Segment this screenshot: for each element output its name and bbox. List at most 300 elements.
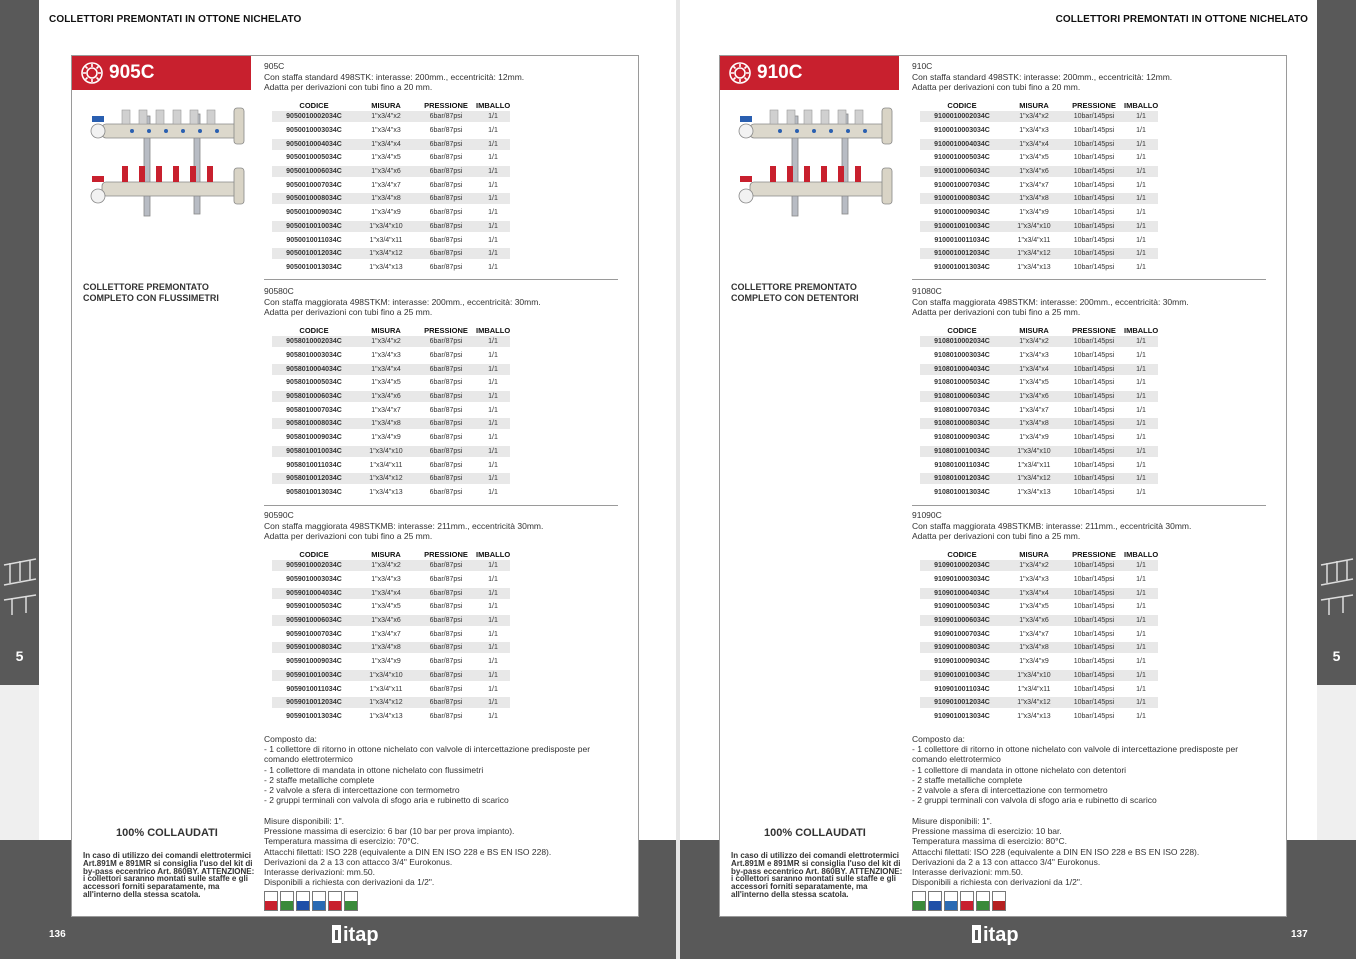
cell-imballo: 1/1 [1136, 461, 1146, 469]
cell-pressione: 6bar/87psi [429, 127, 463, 135]
cell-pressione: 10bar/145psi [1073, 434, 1115, 442]
variant-code: 90590C [264, 510, 294, 520]
cell-misura: 1"x3/4"x6 [1004, 166, 1064, 177]
cell-codice: 9100010009034C [934, 209, 990, 217]
cell-codice: 9100010006034C [920, 166, 1004, 177]
chapter-number-right: 5 [1332, 648, 1341, 664]
cell-imballo: 1/1 [476, 248, 510, 259]
table-row [264, 586, 624, 600]
composition-line: - 1 collettore di ritorno in ottone nichelato con valvole di intercettazione predisposte per comando elettrotermico [264, 744, 591, 765]
cell-codice: 9050010006034C [272, 166, 356, 177]
header-imballo: IMBALLO [476, 101, 511, 110]
cell-pressione: 6bar/87psi [429, 181, 463, 189]
table-row [912, 124, 1272, 138]
table-row [912, 376, 1272, 390]
table-row [912, 586, 1272, 600]
cell-imballo: 1/1 [1136, 181, 1146, 189]
cell-pressione: 10bar/145psi [1064, 248, 1124, 259]
composition-line: - 2 staffe metalliche complete [912, 774, 1023, 785]
section-divider [912, 505, 1266, 506]
cell-codice: 9059010009034C [286, 658, 342, 666]
cell-codice: 9058010009034C [286, 434, 342, 442]
table-row [264, 362, 624, 376]
table-row [912, 165, 1272, 179]
cell-imballo: 1/1 [488, 236, 498, 244]
cell-imballo: 1/1 [488, 658, 498, 666]
cell-imballo: 1/1 [476, 670, 510, 681]
cell-codice: 9100010010034C [920, 221, 1004, 232]
cell-codice: 9050010005034C [286, 154, 342, 162]
cell-misura: 1"x3/4"x9 [371, 658, 401, 666]
cell-misura: 1"x3/4"x5 [1019, 379, 1049, 387]
cell-imballo: 1/1 [1136, 434, 1146, 442]
cell-codice: 9050010010034C [272, 221, 356, 232]
cell-codice: 9050010012034C [272, 248, 356, 259]
cell-codice: 9108010011034C [934, 461, 990, 469]
cell-misura: 1"x3/4"x2 [356, 560, 416, 571]
cell-imballo: 1/1 [1136, 263, 1146, 271]
variant-code: 905C [264, 61, 285, 71]
table-row [912, 445, 1272, 459]
cell-pressione: 6bar/87psi [429, 352, 463, 360]
cell-misura: 1"x3/4"x13 [1017, 712, 1051, 720]
cell-codice: 9100010007034C [934, 181, 990, 189]
cell-codice: 9108010005034C [934, 379, 990, 387]
cell-imballo: 1/1 [1124, 588, 1158, 599]
cell-pressione: 10bar/145psi [1073, 461, 1115, 469]
cell-imballo: 1/1 [476, 391, 510, 402]
cell-imballo: 1/1 [488, 712, 498, 720]
cell-codice: 9108010004034C [920, 364, 1004, 375]
cell-imballo: 1/1 [1124, 221, 1158, 232]
cell-imballo: 1/1 [488, 379, 498, 387]
cell-codice: 9109010006034C [920, 615, 1004, 626]
composition-line: Composto da: [264, 734, 317, 744]
variant-description: Con staffa maggiorata 498STKM: interasse: 200mm., eccentricità: 30mm. [912, 297, 1189, 307]
cell-pressione: 6bar/87psi [429, 685, 463, 693]
cell-misura: 1"x3/4"x12 [1004, 248, 1064, 259]
table-row [912, 220, 1272, 234]
product-code-title: 910C [757, 62, 803, 83]
cell-imballo: 1/1 [488, 263, 498, 271]
cell-misura: 1"x3/4"x3 [1019, 352, 1049, 360]
cell-pressione: 6bar/87psi [416, 364, 476, 375]
gear-icon [728, 61, 752, 85]
product-panel [719, 55, 1287, 917]
cell-codice: 9100010012034C [920, 248, 1004, 259]
cell-pressione: 10bar/145psi [1073, 685, 1115, 693]
cell-misura: 1"x3/4"x2 [356, 336, 416, 347]
chapter-number-left: 5 [15, 648, 24, 664]
certification-flag-icon [344, 891, 358, 911]
cell-misura: 1"x3/4"x8 [1004, 418, 1064, 429]
header-imballo: IMBALLO [1124, 101, 1159, 110]
variant-section [264, 61, 624, 274]
cell-misura: 1"x3/4"x11 [1017, 461, 1051, 469]
table-row [264, 233, 624, 247]
table-row [912, 600, 1272, 614]
cell-misura: 1"x3/4"x3 [371, 127, 401, 135]
table-row [264, 335, 624, 349]
cell-pressione: 6bar/87psi [416, 642, 476, 653]
page-number-right: 137 [1291, 929, 1308, 940]
table-row [264, 696, 624, 710]
cell-pressione: 6bar/87psi [429, 379, 463, 387]
header-imballo: IMBALLO [1124, 326, 1159, 335]
cell-imballo: 1/1 [488, 434, 498, 442]
cell-pressione: 10bar/145psi [1073, 712, 1115, 720]
cell-pressione: 6bar/87psi [416, 588, 476, 599]
cell-codice: 9108010013034C [934, 488, 990, 496]
cell-imballo: 1/1 [476, 336, 510, 347]
cell-codice: 9108010003034C [934, 352, 990, 360]
cell-pressione: 10bar/145psi [1073, 352, 1115, 360]
cell-misura: 1"x3/4"x2 [1004, 111, 1064, 122]
table-row [912, 390, 1272, 404]
table-row [912, 349, 1272, 363]
cell-imballo: 1/1 [476, 642, 510, 653]
product-name: COLLETTORE PREMONTATO COMPLETO CON FLUSSIMETRI [83, 282, 219, 303]
page-number-left: 136 [49, 929, 66, 940]
cell-misura: 1"x3/4"x9 [1019, 434, 1049, 442]
certification-flags [264, 891, 358, 911]
table-row [912, 178, 1272, 192]
table-body [912, 335, 1272, 499]
cell-pressione: 10bar/145psi [1064, 642, 1124, 653]
cell-imballo: 1/1 [1136, 127, 1146, 135]
composition-line: - 2 staffe metalliche complete [264, 774, 375, 785]
cell-pressione: 6bar/87psi [416, 139, 476, 150]
header-imballo: IMBALLO [476, 326, 511, 335]
cell-codice: 9059010006034C [272, 615, 356, 626]
cell-misura: 1"x3/4"x5 [1019, 154, 1049, 162]
variant-description: Adatta per derivazioni con tubi fino a 25 mm. [912, 307, 1081, 317]
table-row [264, 655, 624, 669]
variant-code: 91080C [912, 286, 942, 296]
cell-imballo: 1/1 [1124, 364, 1158, 375]
product-badge [72, 56, 251, 90]
cell-pressione: 6bar/87psi [429, 658, 463, 666]
cell-misura: 1"x3/4"x7 [371, 406, 401, 414]
variant-description: Con staffa standard 498STK: interasse: 200mm., eccentricità: 12mm. [912, 72, 1173, 82]
table-row [264, 431, 624, 445]
cell-misura: 1"x3/4"x6 [1004, 615, 1064, 626]
certification-flag-icon [928, 891, 942, 911]
spec-line: Derivazioni da 2 a 13 con attacco 3/4" Eurokonus. [912, 856, 1101, 867]
table-row [264, 641, 624, 655]
cell-misura: 1"x3/4"x5 [371, 603, 401, 611]
cell-misura: 1"x3/4"x8 [356, 418, 416, 429]
cell-pressione: 10bar/145psi [1064, 670, 1124, 681]
variant-section [912, 286, 1272, 499]
table-row [264, 445, 624, 459]
cell-imballo: 1/1 [1124, 336, 1158, 347]
cell-misura: 1"x3/4"x13 [1017, 263, 1051, 271]
cell-misura: 1"x3/4"x4 [356, 139, 416, 150]
table-row [264, 472, 624, 486]
cell-codice: 9059010011034C [286, 685, 342, 693]
cell-imballo: 1/1 [488, 406, 498, 414]
cell-misura: 1"x3/4"x7 [371, 181, 401, 189]
cell-misura: 1"x3/4"x12 [356, 248, 416, 259]
cell-codice: 9109010012034C [920, 697, 1004, 708]
table-row [912, 486, 1272, 500]
cell-pressione: 6bar/87psi [416, 418, 476, 429]
table-body [264, 559, 624, 723]
cell-imballo: 1/1 [476, 615, 510, 626]
cell-pressione: 6bar/87psi [416, 473, 476, 484]
cell-imballo: 1/1 [1124, 248, 1158, 259]
table-row [264, 710, 624, 724]
cell-misura: 1"x3/4"x11 [1017, 685, 1051, 693]
cell-misura: 1"x3/4"x7 [1019, 630, 1049, 638]
product-panel [71, 55, 639, 917]
certification-flag-icon [264, 891, 278, 911]
composition-list [912, 734, 1257, 805]
table-row [912, 261, 1272, 275]
cell-misura: 1"x3/4"x4 [356, 364, 416, 375]
gear-icon [80, 61, 104, 85]
cell-imballo: 1/1 [1136, 576, 1146, 584]
cell-misura: 1"x3/4"x12 [356, 697, 416, 708]
cell-misura: 1"x3/4"x8 [1004, 642, 1064, 653]
header-misura: MISURA [1019, 101, 1049, 110]
variant-description: Adatta per derivazioni con tubi fino a 20 mm. [264, 82, 433, 92]
table-row [912, 110, 1272, 124]
spec-line: Temperatura massima di esercizio: 80°C. [912, 836, 1068, 847]
cell-misura: 1"x3/4"x3 [371, 352, 401, 360]
cell-pressione: 6bar/87psi [416, 248, 476, 259]
cell-pressione: 10bar/145psi [1073, 488, 1115, 496]
composition-line: - 2 gruppi terminali con valvola di sfogo aria e rubinetto di scarico [264, 795, 509, 806]
cell-misura: 1"x3/4"x10 [356, 670, 416, 681]
cell-codice: 9100010003034C [934, 127, 990, 135]
table-row [264, 165, 624, 179]
cell-misura: 1"x3/4"x7 [371, 630, 401, 638]
table-row [912, 710, 1272, 724]
header-misura: MISURA [371, 101, 401, 110]
cell-misura: 1"x3/4"x8 [1004, 193, 1064, 204]
table-row [264, 178, 624, 192]
cell-misura: 1"x3/4"x10 [356, 221, 416, 232]
cell-misura: 1"x3/4"x8 [356, 193, 416, 204]
cell-imballo: 1/1 [1124, 193, 1158, 204]
cell-codice: 9109010010034C [920, 670, 1004, 681]
variant-code: 91090C [912, 510, 942, 520]
cell-misura: 1"x3/4"x6 [356, 615, 416, 626]
cell-codice: 9058010002034C [272, 336, 356, 347]
cell-imballo: 1/1 [1136, 488, 1146, 496]
section-divider [264, 279, 618, 280]
cell-misura: 1"x3/4"x4 [356, 588, 416, 599]
composition-line: - 2 valvole a sfera di intercettazione con termometro [264, 785, 460, 796]
spec-line: Misure disponibili: 1". [912, 816, 993, 826]
cell-pressione: 6bar/87psi [416, 615, 476, 626]
cell-codice: 9100010005034C [934, 154, 990, 162]
cell-imballo: 1/1 [488, 352, 498, 360]
table-body [264, 110, 624, 274]
cell-imballo: 1/1 [476, 588, 510, 599]
cell-pressione: 10bar/145psi [1064, 615, 1124, 626]
cell-misura: 1"x3/4"x4 [1004, 588, 1064, 599]
cell-imballo: 1/1 [476, 697, 510, 708]
header-misura: MISURA [1019, 550, 1049, 559]
table-row [264, 403, 624, 417]
table-row [912, 669, 1272, 683]
certification-flag-icon [280, 891, 294, 911]
cell-imballo: 1/1 [1136, 603, 1146, 611]
spec-line: Pressione massima di esercizio: 10 bar. [912, 826, 1062, 837]
table-row [912, 206, 1272, 220]
table-row [912, 641, 1272, 655]
installation-note: In caso di utilizzo dei comandi elettrotermici Art.891M e 891MR si consiglia l'uso del kit di by-pass eccentrico Art. 860BY. ATTENZIONE: i collettori saranno montati sulle staffe e gli accessori forniti separatamente, ma all'interno della stessa scatola. [731, 851, 903, 899]
header-codice: CODICE [947, 326, 977, 335]
header-misura: MISURA [371, 550, 401, 559]
cell-pressione: 6bar/87psi [416, 336, 476, 347]
table-row [264, 376, 624, 390]
cell-misura: 1"x3/4"x10 [1004, 446, 1064, 457]
variant-description: Adatta per derivazioni con tubi fino a 20 mm. [912, 82, 1081, 92]
header-codice: CODICE [299, 326, 329, 335]
cell-codice: 9109010008034C [920, 642, 1004, 653]
certification-flag-icon [328, 891, 342, 911]
cell-imballo: 1/1 [1136, 712, 1146, 720]
table-row [912, 472, 1272, 486]
specs-list [912, 816, 1257, 887]
table-row [264, 247, 624, 261]
cell-pressione: 10bar/145psi [1064, 193, 1124, 204]
cell-codice: 9058010004034C [272, 364, 356, 375]
cell-codice: 9109010009034C [934, 658, 990, 666]
cell-pressione: 10bar/145psi [1073, 576, 1115, 584]
variant-section [264, 286, 624, 499]
header-pressione: PRESSIONE [1072, 326, 1116, 335]
cell-imballo: 1/1 [1136, 209, 1146, 217]
cell-misura: 1"x3/4"x2 [1004, 560, 1064, 571]
cell-codice: 9059010008034C [272, 642, 356, 653]
table-row [264, 261, 624, 275]
cell-pressione: 10bar/145psi [1073, 603, 1115, 611]
cell-imballo: 1/1 [488, 181, 498, 189]
cell-misura: 1"x3/4"x9 [371, 434, 401, 442]
cell-pressione: 6bar/87psi [416, 111, 476, 122]
composition-line: - 2 valvole a sfera di intercettazione con termometro [912, 785, 1108, 796]
table-body [264, 335, 624, 499]
table-row [264, 110, 624, 124]
section-divider [264, 505, 618, 506]
cell-misura: 1"x3/4"x13 [1017, 488, 1051, 496]
cell-codice: 9059010010034C [272, 670, 356, 681]
cell-codice: 9100010011034C [934, 236, 990, 244]
header-pressione: PRESSIONE [424, 101, 468, 110]
header-misura: MISURA [371, 326, 401, 335]
cell-pressione: 10bar/145psi [1073, 630, 1115, 638]
table-row [264, 600, 624, 614]
spec-line: Interasse derivazioni: mm.50. [912, 867, 1024, 878]
cell-codice: 9058010013034C [286, 488, 342, 496]
variant-description: Con staffa maggiorata 498STKMB: interasse: 211mm., eccentricità 30mm. [264, 521, 544, 531]
table-row [912, 247, 1272, 261]
cell-codice: 9100010008034C [920, 193, 1004, 204]
cell-pressione: 6bar/87psi [429, 712, 463, 720]
cell-imballo: 1/1 [476, 111, 510, 122]
cell-codice: 9109010004034C [920, 588, 1004, 599]
spec-line: Attacchi filettati: ISO 228 (equivalente a DIN EN ISO 228 e BS EN ISO 228). [264, 846, 552, 857]
certification-flags [912, 891, 1006, 911]
table-header [912, 546, 1272, 559]
cell-misura: 1"x3/4"x10 [356, 446, 416, 457]
cell-misura: 1"x3/4"x11 [369, 461, 403, 469]
brand-logo-text: itap [983, 924, 1019, 946]
cell-misura: 1"x3/4"x2 [356, 111, 416, 122]
product-badge [720, 56, 899, 90]
cell-codice: 9050010004034C [272, 139, 356, 150]
cell-codice: 9050010009034C [286, 209, 342, 217]
cell-imballo: 1/1 [476, 193, 510, 204]
table-row [264, 151, 624, 165]
cell-imballo: 1/1 [488, 154, 498, 162]
variant-description: Adatta per derivazioni con tubi fino a 25 mm. [912, 531, 1081, 541]
cell-codice: 9058010011034C [286, 461, 342, 469]
table-row [264, 486, 624, 500]
cell-codice: 9108010007034C [934, 406, 990, 414]
table-row [912, 417, 1272, 431]
cell-codice: 9059010003034C [286, 576, 342, 584]
cell-pressione: 6bar/87psi [416, 391, 476, 402]
variant-code: 910C [912, 61, 933, 71]
cell-pressione: 10bar/145psi [1064, 588, 1124, 599]
manifold-product-image [84, 106, 254, 226]
cell-misura: 1"x3/4"x4 [1004, 364, 1064, 375]
cell-pressione: 6bar/87psi [429, 461, 463, 469]
cell-codice: 9108010012034C [920, 473, 1004, 484]
cell-imballo: 1/1 [476, 221, 510, 232]
cell-imballo: 1/1 [476, 364, 510, 375]
cell-codice: 9108010008034C [920, 418, 1004, 429]
table-row [912, 403, 1272, 417]
table-row [912, 573, 1272, 587]
header-title-left: COLLETTORI PREMONTATI IN OTTONE NICHELATO [49, 14, 302, 25]
cell-codice: 9050010002034C [272, 111, 356, 122]
cell-imballo: 1/1 [488, 630, 498, 638]
cell-misura: 1"x3/4"x7 [1019, 406, 1049, 414]
cell-pressione: 10bar/145psi [1073, 209, 1115, 217]
cell-imballo: 1/1 [488, 576, 498, 584]
variant-description: Con staffa standard 498STK: interasse: 200mm., eccentricità: 12mm. [264, 72, 525, 82]
cell-pressione: 10bar/145psi [1073, 406, 1115, 414]
table-row [912, 627, 1272, 641]
table-row [912, 233, 1272, 247]
cell-pressione: 10bar/145psi [1073, 379, 1115, 387]
cell-misura: 1"x3/4"x10 [1004, 221, 1064, 232]
cell-imballo: 1/1 [1124, 166, 1158, 177]
tested-label: 100% COLLAUDATI [116, 827, 218, 839]
cell-pressione: 6bar/87psi [416, 697, 476, 708]
table-row [264, 682, 624, 696]
spec-line: Interasse derivazioni: mm.50. [264, 867, 376, 878]
cell-codice: 9059010005034C [286, 603, 342, 611]
cell-pressione: 6bar/87psi [429, 236, 463, 244]
cell-imballo: 1/1 [1124, 697, 1158, 708]
table-row [912, 151, 1272, 165]
product-name: COLLETTORE PREMONTATO COMPLETO CON DETENTORI [731, 282, 859, 303]
cell-pressione: 10bar/145psi [1064, 697, 1124, 708]
cell-codice: 9058010008034C [272, 418, 356, 429]
cell-imballo: 1/1 [1136, 352, 1146, 360]
cell-codice: 9109010013034C [934, 712, 990, 720]
cell-misura: 1"x3/4"x3 [371, 576, 401, 584]
table-row [264, 349, 624, 363]
